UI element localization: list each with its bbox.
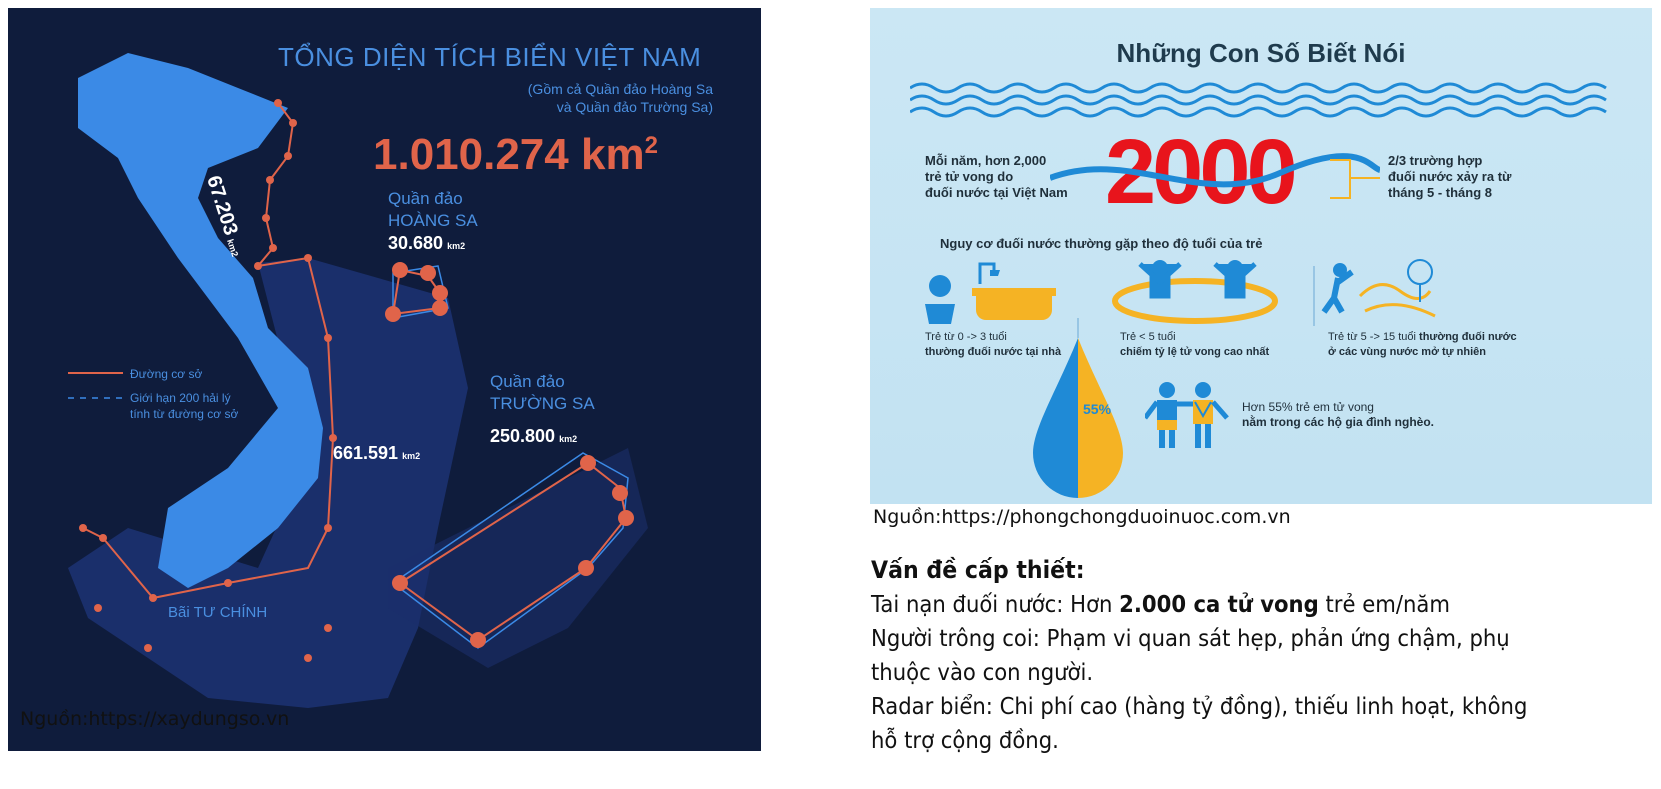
- summary-line1-suffix: trẻ em/năm: [1318, 592, 1450, 618]
- right-stat-line2: đuối nước xảy ra từ: [1388, 169, 1512, 184]
- summary-line-caretaker: Người trông coi: Phạm vi quan sát hẹp, phản ứng chậm, phụ: [871, 626, 1510, 652]
- water-drop-55-icon: [1028, 318, 1128, 498]
- summary-line-radar-cont: hỗ trợ cộng đồng.: [871, 728, 1059, 754]
- map-subtitle: [473, 80, 713, 116]
- risk-group-under-5: [1120, 330, 1269, 360]
- legend-limit-line1: Giới hạn 200 hải lý: [130, 391, 231, 405]
- map-subtitle-line1: (Gồm cả Quần đảo Hoàng Sa: [527, 81, 713, 97]
- truong-sa-label-line1: Quần đảo: [490, 372, 565, 391]
- two-children-icon: [1145, 380, 1230, 450]
- summary-line1-bold: 2.000 ca tử vong: [1119, 592, 1319, 618]
- drowning-statistics-infographic: [870, 8, 1652, 504]
- hoang-sa-value: 30.680: [388, 233, 444, 253]
- child-river-icon: [1310, 256, 1450, 326]
- risk-group-under-5-line1: Trẻ < 5 tuổi: [1120, 331, 1176, 343]
- truong-sa-area: [490, 426, 577, 447]
- drop-percent: 55%: [1083, 401, 1112, 417]
- map-title: TỔNG DIỆN TÍCH BIỂN VIỆT NAM: [278, 42, 702, 72]
- infographic-source: Nguồn:https://phongchongduoinuoc.com.vn: [873, 506, 1291, 528]
- left-stat: [925, 153, 1068, 201]
- right-stat-line1: 2/3 trường hợp: [1388, 153, 1483, 168]
- main-area-unit: km2: [402, 451, 421, 461]
- legend-limit-line2: tính từ đường cơ sở: [130, 407, 239, 421]
- kids-pool-icon: [1110, 256, 1280, 326]
- hoang-sa-unit: km2: [447, 241, 466, 251]
- left-stat-line1: Mỗi năm, hơn 2,000: [925, 153, 1047, 168]
- truong-sa-label-line2: TRƯỜNG SA: [490, 394, 595, 413]
- map-source: Nguồn:https://xaydungso.vn: [20, 708, 290, 730]
- risk-group-5-15: [1328, 330, 1517, 360]
- poverty-stat: [1242, 400, 1434, 430]
- truong-sa-value: 250.800: [490, 426, 556, 446]
- wave-swoosh-icon: [1050, 148, 1380, 208]
- poverty-stat-line2: nằm trong các hộ gia đình nghèo.: [1242, 415, 1435, 429]
- summary-line-caretaker-cont: thuộc vào con người.: [871, 660, 1094, 686]
- risk-group-under-5-line2: chiếm tỷ lệ tử vong cao nhất: [1120, 346, 1270, 358]
- total-area-sup: 2: [644, 132, 658, 159]
- summary-line-radar: Radar biển: Chi phí cao (hàng tỷ đồng), thiếu linh hoạt, không: [871, 694, 1528, 720]
- hoang-sa-label: [388, 188, 478, 232]
- risk-group-5-15-line1-bold: thường đuối nước: [1419, 331, 1517, 343]
- map-subtitle-line2: và Quần đảo Trường Sa): [556, 99, 713, 115]
- infographic-title: Những Con Số Biết Nói: [1116, 38, 1406, 68]
- legend-limit: [130, 390, 238, 422]
- summary-heading: Vấn đề cấp thiết:: [871, 556, 1085, 584]
- risk-group-5-15-line1: Trẻ từ 5 -> 15 tuổi: [1328, 331, 1420, 343]
- left-stat-line2: trẻ tử vong do: [925, 169, 1014, 184]
- hoang-sa-area: [388, 233, 465, 254]
- total-area-value: 1.010.274 km: [373, 130, 645, 179]
- vietnam-sea-area-map: [8, 8, 761, 751]
- total-sea-area: [373, 130, 658, 180]
- poverty-stat-line1: Hơn 55% trẻ em tử vong: [1242, 400, 1374, 414]
- summary-line1-prefix: Tai nạn đuối nước: Hơn: [871, 592, 1120, 618]
- main-sea-area: [333, 443, 420, 464]
- risk-group-0-3-line2: thường đuối nước tại nhà: [925, 346, 1062, 358]
- risk-group-0-3-line1: Trẻ từ 0 -> 3 tuổi: [925, 331, 1007, 343]
- summary-line-drowning: [871, 592, 1450, 618]
- truong-sa-unit: km2: [559, 434, 578, 444]
- right-stat-line3: tháng 5 - tháng 8: [1388, 185, 1492, 200]
- gulf-area-unit: km2: [225, 237, 241, 258]
- vietnam-map-graphic: [8, 8, 761, 751]
- gulf-area-value: 67.203: [202, 173, 242, 238]
- hoang-sa-label-line1: Quần đảo: [388, 189, 463, 208]
- risk-group-5-15-line2: ở các vùng nước mở tự nhiên: [1328, 346, 1486, 358]
- left-stat-line3: đuối nước tại Việt Nam: [925, 185, 1068, 200]
- big-number-2000: 2000: [1105, 121, 1294, 223]
- bai-tu-chinh-label: Bãi TƯ CHÍNH: [168, 604, 268, 621]
- baby-bathtub-icon: [920, 256, 1060, 326]
- legend-baseline: Đường cơ sở: [130, 367, 203, 381]
- truong-sa-label: [490, 371, 595, 415]
- right-stat: [1388, 153, 1511, 201]
- main-area-value: 661.591: [333, 443, 399, 463]
- risk-heading: Nguy cơ đuối nước thường gặp theo độ tuổi của trẻ: [940, 236, 1263, 251]
- hoang-sa-label-line2: HOÀNG SA: [388, 211, 478, 230]
